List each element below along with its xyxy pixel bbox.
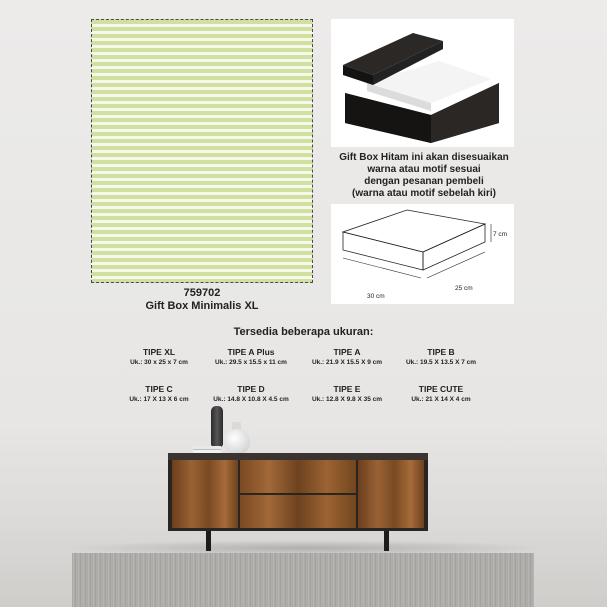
size-name: TIPE A Plus: [227, 347, 275, 357]
height-label: 7 cm: [493, 231, 508, 238]
size-dim: Uk.: 19.5 X 13.5 X 7 cm: [405, 359, 477, 366]
box-outline-icon: [331, 204, 514, 304]
product-name: Gift Box Minimalis XL: [145, 300, 259, 312]
note-line: warna atau motif sesuai: [367, 164, 481, 175]
size-name: TIPE A: [333, 347, 361, 357]
black-vase: [211, 406, 223, 447]
cabinet-door-left: [172, 460, 238, 528]
size-item: [196, 347, 306, 367]
cabinet-drawer-top: [240, 460, 356, 493]
note-line: Gift Box Hitam ini akan disesuaikan: [339, 152, 509, 163]
black-gift-box-icon: [331, 19, 514, 147]
size-name: TIPE B: [427, 347, 455, 357]
pattern-swatch: [91, 19, 313, 283]
custom-note: [318, 152, 530, 200]
white-vase: [224, 429, 250, 455]
size-dim: Uk.: 12.8 X 9.8 X 35 cm: [311, 396, 383, 403]
size-name: TIPE XL: [142, 347, 176, 357]
cabinet-drawer-bottom: [240, 495, 356, 528]
depth-label: 25 cm: [455, 285, 473, 292]
rug: [72, 553, 534, 607]
cabinet-leg: [384, 531, 389, 551]
size-name: TIPE CUTE: [418, 384, 464, 394]
tv-cabinet: [168, 453, 428, 531]
size-dim: Uk.: 17 X 13 X 6 cm: [129, 396, 189, 403]
note-line: dengan pesanan pembeli: [364, 176, 484, 187]
cabinet-door-right: [358, 460, 424, 528]
note-line: (warna atau motif sebelah kiri): [352, 188, 496, 199]
black-box-photo: [331, 19, 514, 147]
size-dim: Uk.: 30 x 25 x 7 cm: [130, 359, 188, 366]
width-label: 30 cm: [367, 293, 385, 300]
sizes-title: Tersedia beberapa ukuran:: [233, 326, 374, 338]
size-item: [196, 384, 306, 404]
size-dim: Uk.: 29.5 x 15.5 x 11 cm: [215, 359, 287, 366]
size-name: TIPE E: [333, 384, 361, 394]
size-item: [386, 347, 496, 367]
product-code: 759702: [183, 287, 221, 299]
size-name: TIPE C: [145, 384, 173, 394]
size-item: [386, 384, 496, 404]
size-dim: Uk.: 21.9 X 15.5 X 9 cm: [311, 359, 383, 366]
size-name: TIPE D: [237, 384, 265, 394]
dimension-diagram: [331, 204, 514, 304]
size-dim: Uk.: 14.8 X 10.8 X 4.5 cm: [213, 396, 289, 403]
size-dim: Uk.: 21 X 14 X 4 cm: [411, 396, 471, 403]
cabinet-leg: [206, 531, 211, 551]
cabinet-top: [168, 453, 428, 460]
